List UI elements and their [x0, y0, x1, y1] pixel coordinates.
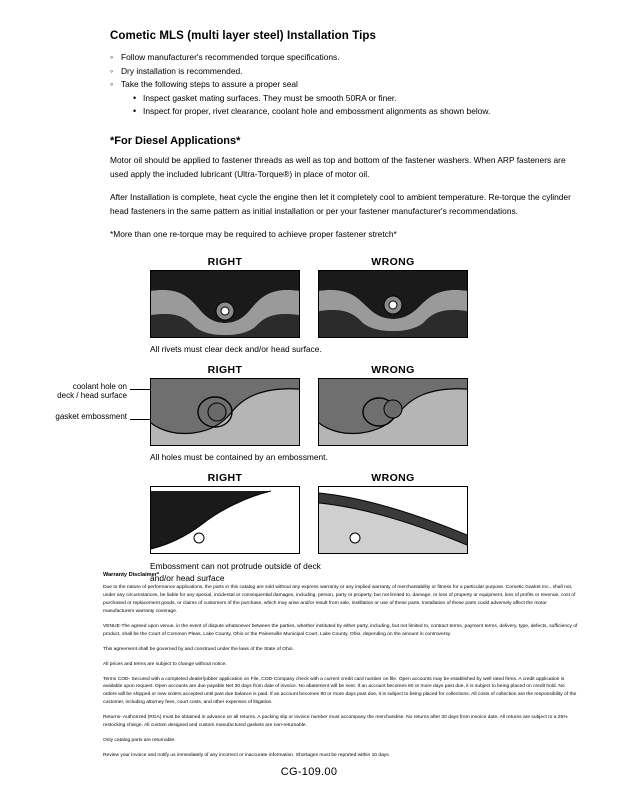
- figure-caption-line-2: and/or head surface: [150, 573, 225, 584]
- document-number: CG-109.00: [280, 766, 338, 778]
- embossment-wrong-illustration: [319, 379, 467, 445]
- diesel-paragraph-2: After Installation is complete, heat cycle the engine then let it completely cool to ambient temperature. Re-torque the cylinder head fasteners in the same pattern as initial installation or per your fastener manufacturer's recommendations.: [110, 192, 571, 216]
- warranty-paragraph: VENUE-The agreed upon venue, in the event of dispute whatsoever between the parties, whether instituted by either party, including, but not limited to, contract terms, payment terms, delivery, type, defects, sufficiency of product, shall be the Court of Common Pleas, Lake County, Ohio or the Painesville Municipal Court, Lake County, Ohio, depending on the amount in controversy.: [103, 623, 578, 637]
- figure-caption-row-embossment: [40, 448, 578, 462]
- protrusion-right-illustration: [151, 487, 299, 553]
- figure-image-protrusion-right: [150, 486, 300, 554]
- figure-protrusion-right: [150, 472, 300, 554]
- figure-embossment-wrong: [318, 364, 468, 446]
- figure-label-right: RIGHT: [207, 255, 243, 268]
- figure-caption: All holes must be contained by an embossment.: [150, 451, 328, 462]
- diesel-applications-heading: *For Diesel Applications*: [110, 135, 241, 148]
- list-item: • Inspect gasket mating surfaces. They must be smooth 50RA or finer.: [133, 92, 578, 106]
- installation-tips-list: [110, 51, 578, 119]
- callout-gasket-embossment: [12, 412, 127, 421]
- list-item: • Inspect for proper, rivet clearance, coolant hole and embossment alignments as shown below.: [133, 105, 578, 119]
- figure-image-rivet-right: [150, 270, 300, 338]
- warranty-paragraph: All prices and terms are subject to change without notice.: [103, 661, 227, 667]
- protrusion-wrong-illustration: [319, 487, 467, 553]
- figure-caption-line-1: Embossment can not protrude outside of deck: [150, 560, 321, 571]
- figure-protrusion-wrong: [318, 472, 468, 554]
- rivet-wrong-illustration: [319, 271, 467, 337]
- page-title: Cometic MLS (multi layer steel) Installation Tips: [110, 30, 377, 42]
- list-item-label: Take the following steps to assure a proper seal: [121, 79, 298, 90]
- warranty-section: [103, 572, 578, 767]
- installation-sub-list: [121, 92, 578, 119]
- callout-coolant-hole: [12, 382, 127, 400]
- warranty-paragraph: Terms COD- Secured with a completed dealer/jobber application on File, COD-Company check with a current credit card number on file. Open accounts may be established by well rated firms. A credit application is available upon request. Open accounts are due payable Net 30 days from date of invoice. No abatement will be sent. If an account becomes 60 or more days past due, it is subject to being placed on credit hold. No orders will be shipped or new orders accepted until past due balance is paid. If an account becomes 90 or more days past due, it is subject to being placed for collections. All costs of collection are the responsibility of the customer, including attorney fees, court costs, and other expenses of litigation.: [103, 676, 577, 706]
- list-item: ◦ Dry installation is recommended.: [110, 65, 578, 79]
- warranty-paragraph: Only catalog parts are returnable.: [103, 738, 176, 744]
- figure-row-embossment: [40, 364, 578, 446]
- figure-row-rivets: [40, 256, 578, 338]
- callout-line-1: coolant hole on: [72, 381, 127, 391]
- figure-label-wrong: WRONG: [371, 255, 415, 268]
- figure-caption-row-rivets: [40, 340, 578, 354]
- figure-embossment-right: [150, 364, 300, 446]
- list-item: ◦ Follow manufacturer's recommended torque specifications.: [110, 51, 578, 65]
- figure-label-right: RIGHT: [207, 471, 243, 484]
- warranty-paragraph: Review your invoice and notify us immediately of any incorrect or inaccurate information. Shortages must be reported within 10 days.: [103, 753, 391, 759]
- embossment-right-illustration: [151, 379, 299, 445]
- figure-label-wrong: WRONG: [371, 363, 415, 376]
- retorque-note: *More than one re-torque may be required to achieve proper fastener stretch*: [110, 229, 397, 240]
- figure-image-embossment-right: [150, 378, 300, 446]
- warranty-paragraph: Due to the nature of performance applications, the parts in this catalog are sold without any express warranty or any implied warranty of merchantability or fitness for a particular purpose. Cometic Gasket Inc., shall not, under any circumstances, be liable for any special, incidental or consequential damages, including, person, party or property, but not limited to, damage, or loss of property or equipment, loss of profits or revenue, cost of purchased or replacement goods, or claims of customers of the purchase, which may arise and/or result from sale, instillation or use of these parts. Installation of these parts could adversely affect the motor manufacturers warranty coverage.: [103, 585, 576, 614]
- figure-rivet-right: [150, 256, 300, 338]
- figure-image-embossment-wrong: [318, 378, 468, 446]
- list-item: [110, 78, 578, 119]
- figure-caption: All rivets must clear deck and/or head surface.: [150, 343, 322, 354]
- diesel-paragraph-1: Motor oil should be applied to fastener threads as well as top and bottom of the fastener washers. When ARP fasteners are used apply the included lubricant (Ultra-Torque®) in place of motor oil.: [110, 155, 566, 179]
- warranty-paragraph: This agreement shall be governed by and construed under the laws of the State of Ohio.: [103, 646, 294, 652]
- figure-image-protrusion-wrong: [318, 486, 468, 554]
- callout-line-2: deck / head surface: [57, 390, 127, 400]
- figures-section: [40, 256, 578, 584]
- figure-image-rivet-wrong: [318, 270, 468, 338]
- figure-label-wrong: WRONG: [371, 471, 415, 484]
- figure-row-protrusion: [40, 472, 578, 554]
- rivet-right-illustration: [151, 271, 299, 337]
- figure-label-right: RIGHT: [207, 363, 243, 376]
- callout-line-3: gasket embossment: [55, 411, 127, 421]
- warranty-heading: Warranty Disclaimer*: [103, 572, 160, 578]
- figure-rivet-wrong: [318, 256, 468, 338]
- warranty-paragraph: Returns- Authorized (RGA) must be obtained in advance on all returns. A packing slip or invoice number must accompany the merchandise. No returns after 30 days from invoice date. All returns are subject to a 25% restocking charge. All custom designed and custom manufactured gaskets are non-returnable.: [103, 715, 568, 729]
